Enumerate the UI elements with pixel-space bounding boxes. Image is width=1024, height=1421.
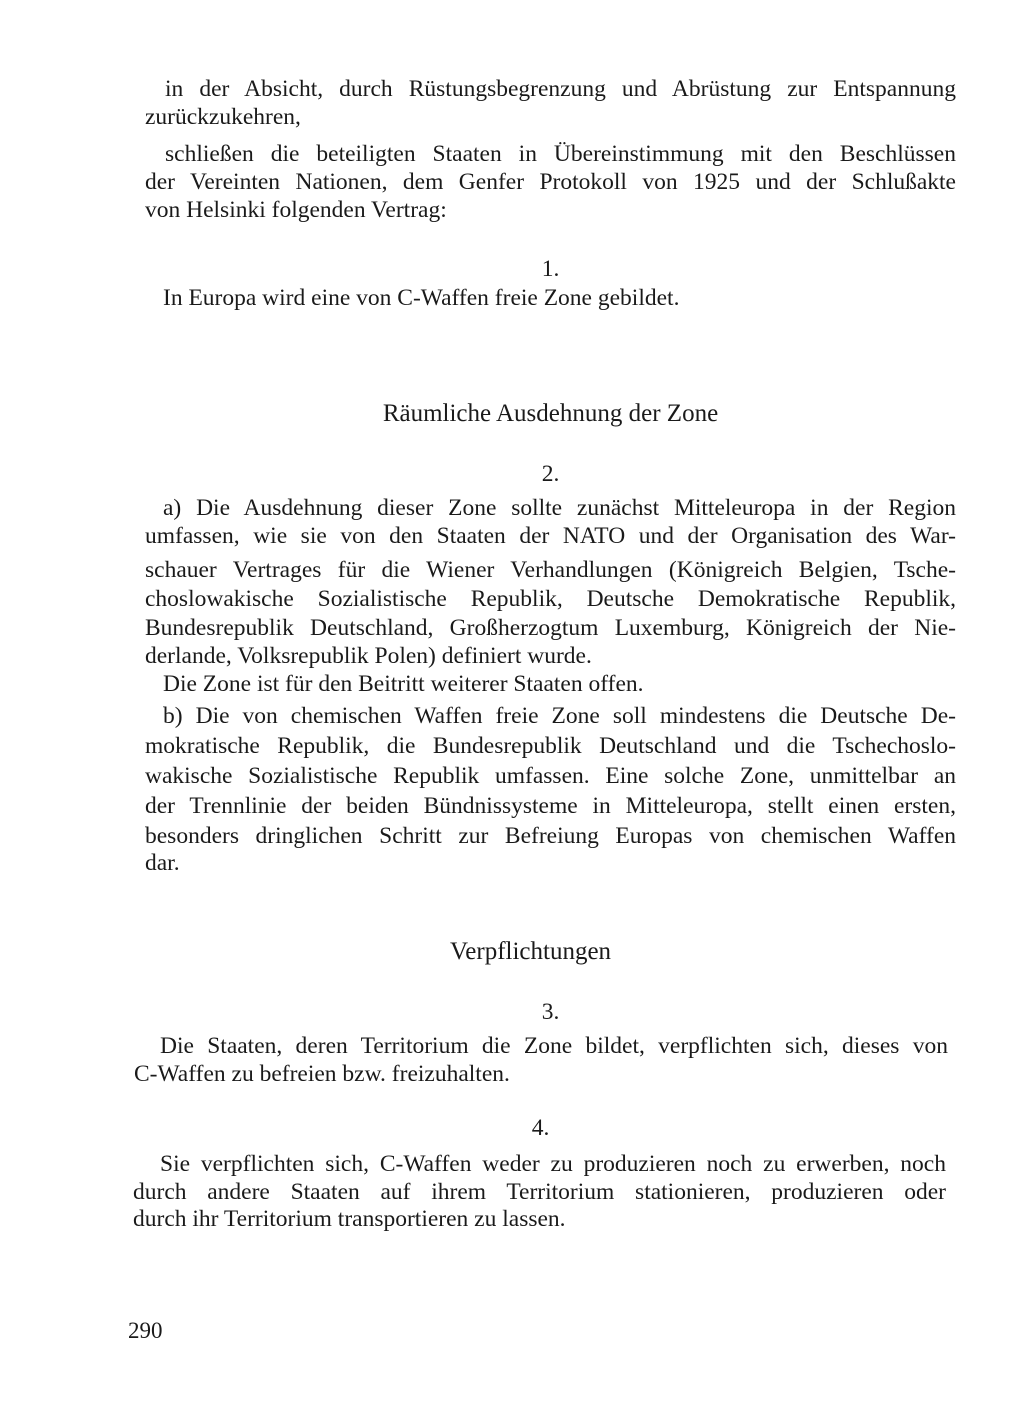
article-2a-line3: schauer Vertrages für die Wiener Verhandlungen (Königreich Belgien, Tsche- [145, 557, 956, 583]
article-3-line1: Die Staaten, deren Territorium die Zone bildet, verpflichten sich, dieses von [160, 1033, 948, 1059]
preamble-p1-line2: zurückzukehren, [145, 104, 301, 130]
preamble-p2-line1: schließen die beteiligten Staaten in Übereinstimmung mit den Beschlüssen [165, 141, 956, 167]
article-4-number: 4. [531, 1115, 550, 1141]
article-2b-line2: mokratische Republik, die Bundesrepublik Deutschland und die Tschechoslo- [145, 733, 956, 759]
page-number: 290 [128, 1318, 163, 1343]
article-2a-line6: derlande, Volksrepublik Polen) definiert wurde. [145, 643, 592, 669]
preamble-p2-line3: von Helsinki folgenden Vertrag: [145, 197, 447, 223]
article-2b-line1: b) Die von chemischen Waffen freie Zone soll mindestens die Deutsche De- [163, 703, 956, 729]
article-3-number: 3. [541, 999, 560, 1025]
preamble-p2-line2: der Vereinten Nationen, dem Genfer Protokoll von 1925 und der Schlußakte [145, 169, 956, 195]
article-2a-line7: Die Zone ist für den Beitritt weiterer Staaten offen. [163, 671, 644, 697]
article-1-text: In Europa wird eine von C-Waffen freie Zone gebildet. [163, 285, 680, 311]
section-heading-verpflichtungen: Verpflichtungen [450, 938, 612, 965]
article-2a-line1: a) Die Ausdehnung dieser Zone sollte zunächst Mitteleuropa in der Region [163, 495, 956, 521]
section-heading-raeumliche-ausdehnung: Räumliche Ausdehnung der Zone [382, 400, 719, 427]
article-2a-line2: umfassen, wie sie von den Staaten der NATO und der Organisation des War- [145, 523, 956, 549]
article-2b-line3: wakische Sozialistische Republik umfassen. Eine solche Zone, unmittelbar an [145, 763, 956, 789]
article-2b-line5: besonders dringlichen Schritt zur Befreiung Europas von chemischen Waffen [145, 823, 956, 849]
article-4-line1: Sie verpflichten sich, C-Waffen weder zu produzieren noch zu erwerben, noch [160, 1151, 946, 1177]
article-1-number: 1. [541, 256, 560, 282]
article-2-number: 2. [541, 461, 560, 487]
article-2a-line4: choslowakische Sozialistische Republik, Deutsche Demokratische Republik, [145, 586, 956, 612]
preamble-p1-line1: in der Absicht, durch Rüstungsbegrenzung und Abrüstung zur Entspannung [165, 76, 956, 102]
article-2a-line5: Bundesrepublik Deutschland, Großherzogtum Luxemburg, Königreich der Nie- [145, 615, 956, 641]
article-2b-line4: der Trennlinie der beiden Bündnissysteme in Mitteleuropa, stellt einen ersten, [145, 793, 956, 819]
article-2b-line6: dar. [145, 850, 180, 876]
article-3-line2: C-Waffen zu befreien bzw. freizuhalten. [134, 1061, 510, 1087]
article-4-line3: durch ihr Territorium transportieren zu lassen. [133, 1206, 566, 1232]
article-4-line2: durch andere Staaten auf ihrem Territorium stationieren, produzieren oder [133, 1179, 946, 1205]
